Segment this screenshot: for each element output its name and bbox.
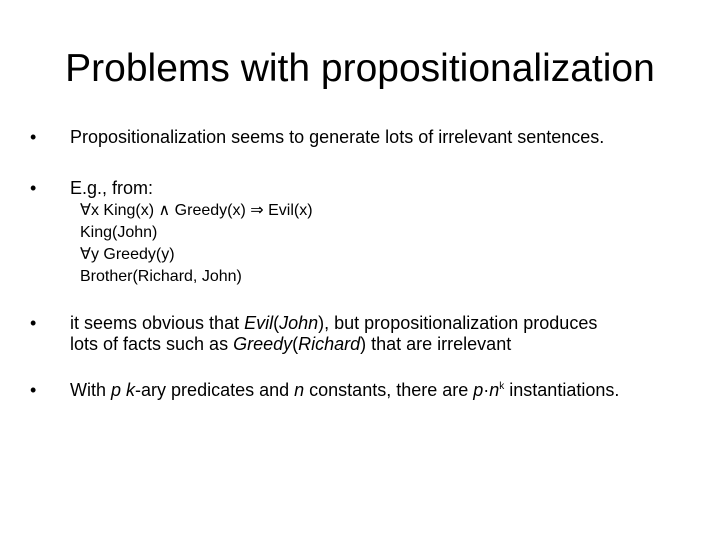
bullet-text-italic: k	[126, 380, 136, 400]
bullet-text-segment: it seems obvious that	[70, 313, 245, 333]
bullet-text: Propositionalization seems to generate lots of irrelevant sentences.	[70, 127, 605, 147]
bullet-text-segment: (	[292, 334, 299, 354]
bullet-marker: •	[30, 380, 37, 400]
superscript-exponent: k	[499, 381, 505, 392]
example-sentence: King(John)	[80, 224, 158, 241]
bullet-text	[70, 313, 710, 355]
bullet-text-italic: John	[279, 313, 319, 333]
example-sentence: ∀x King(x) ∧ Greedy(x) ⇒ Evil(x)	[80, 202, 313, 219]
bullet-text-segment: (	[273, 313, 280, 333]
slide-title: Problems with propositionalization	[65, 47, 655, 90]
bullet-text-segment: With	[70, 380, 112, 400]
bullet-text-italic: Evil	[244, 313, 274, 333]
bullet-text-italic: n	[489, 380, 500, 400]
bullet-text-segment: ) that are irrelevant	[360, 334, 512, 354]
bullet-text-segment: -ary predicates and	[135, 380, 295, 400]
example-sentence: Brother(Richard, John)	[80, 268, 242, 285]
example-sentence: ∀y Greedy(y)	[80, 246, 175, 263]
bullet-marker: •	[30, 313, 37, 333]
bullet-text: E.g., from:	[70, 178, 154, 198]
bullet-text-italic: p	[473, 380, 484, 400]
bullet-marker: •	[30, 127, 37, 147]
bullet-text-segment: instantiations.	[504, 380, 620, 400]
bullet-text-italic: Richard	[298, 334, 361, 354]
bullet-text-segment: lots of facts such as	[70, 334, 234, 354]
bullet-marker: •	[30, 178, 37, 198]
bullet-text-italic: Greedy	[233, 334, 293, 354]
bullet-text-italic: n	[294, 380, 305, 400]
bullet-text-italic: p	[111, 380, 122, 400]
bullet-text-segment: ), but propositionalization produces	[318, 313, 598, 333]
bullet-text-segment: constants, there are	[304, 380, 474, 400]
bullet-text	[70, 380, 710, 401]
bullet-text-segment: ·	[483, 380, 490, 400]
